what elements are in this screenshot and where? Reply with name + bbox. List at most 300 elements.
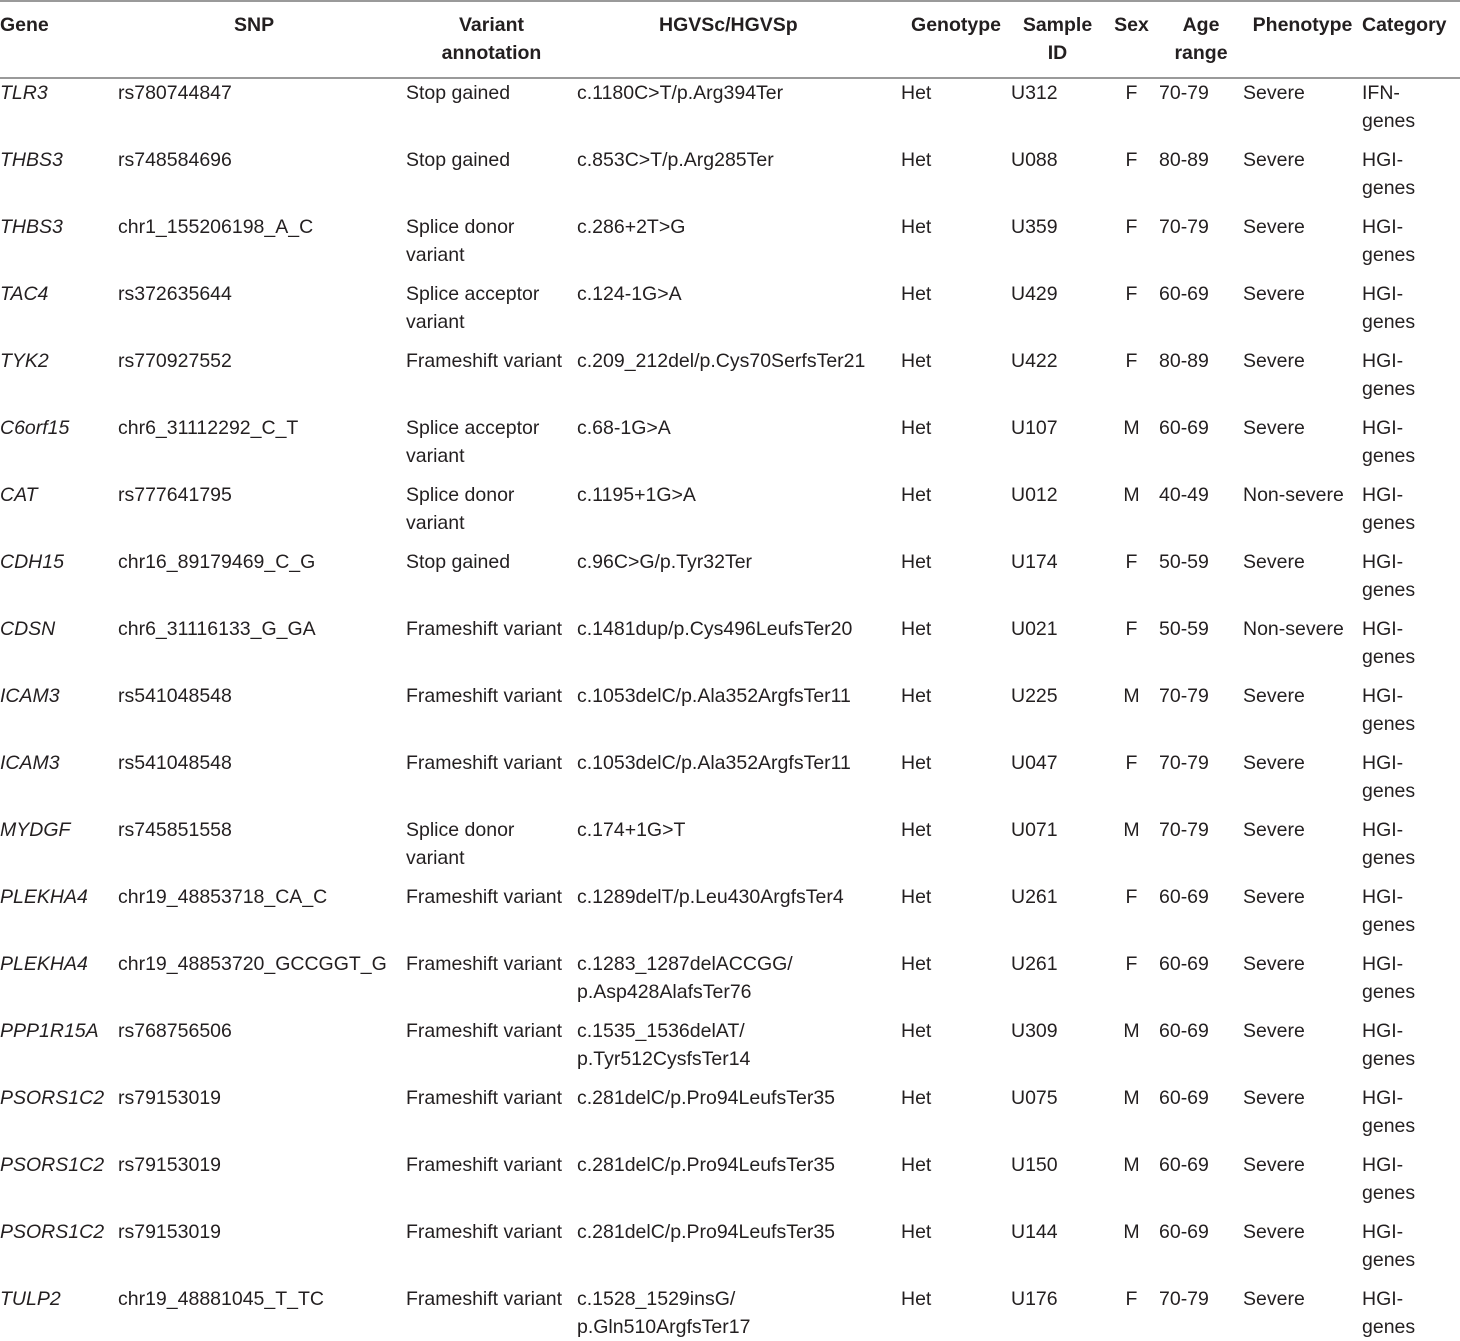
cell-category-text-line1: HGI- xyxy=(1362,283,1404,305)
cell-genotype xyxy=(901,805,1011,872)
cell-category-text-line2: genes xyxy=(1362,645,1416,668)
cell-sample-id xyxy=(1011,939,1104,1006)
cell-sample-id xyxy=(1011,403,1104,470)
cell-age-range xyxy=(1159,202,1243,269)
cell-gene-text: PPP1R15A xyxy=(0,1020,99,1042)
header-age-range xyxy=(1159,0,1243,67)
cell-variant-annotation xyxy=(406,269,577,336)
cell-sex xyxy=(1104,269,1159,336)
cell-hgvs-text-line1: c.281delC/p.Pro94LeufsTer35 xyxy=(577,1087,836,1109)
cell-gene xyxy=(0,671,118,738)
cell-sex xyxy=(1104,403,1159,470)
cell-genotype-text: Het xyxy=(901,1288,932,1310)
cell-variant-annotation-text-line1: Frameshift variant xyxy=(406,685,563,707)
cell-category-text-line2: genes xyxy=(1362,444,1416,467)
cell-age-range-text: 70-79 xyxy=(1159,82,1209,104)
table-row xyxy=(0,671,1460,738)
cell-sex-text: M xyxy=(1123,1154,1140,1176)
table-row xyxy=(0,269,1460,336)
cell-category-text-line1: HGI- xyxy=(1362,953,1404,975)
cell-genotype xyxy=(901,537,1011,604)
cell-variant-annotation-text-line1: Frameshift variant xyxy=(406,953,563,975)
cell-phenotype xyxy=(1243,872,1362,939)
cell-sex-text: M xyxy=(1123,417,1140,439)
cell-gene-text: TAC4 xyxy=(0,283,49,305)
cell-genotype-text: Het xyxy=(901,618,932,640)
cell-gene-text: PSORS1C2 xyxy=(0,1221,105,1243)
table-row xyxy=(0,1140,1460,1207)
header-genotype: Genotype xyxy=(911,14,1001,36)
cell-genotype xyxy=(901,202,1011,269)
cell-variant-annotation-text-line1: Frameshift variant xyxy=(406,1221,563,1243)
header-variant-line2: annotation xyxy=(441,41,542,64)
cell-sex-text: M xyxy=(1123,1087,1140,1109)
cell-hgvs-text-line1: c.1053delC/p.Ala352ArgfsTer11 xyxy=(577,752,851,774)
cell-category-text-line1: HGI- xyxy=(1362,752,1404,774)
table-row xyxy=(0,1274,1460,1341)
cell-genotype-text: Het xyxy=(901,1087,932,1109)
cell-phenotype xyxy=(1243,1073,1362,1140)
cell-phenotype xyxy=(1243,939,1362,1006)
cell-category xyxy=(1362,470,1460,537)
cell-snp-text: rs770927552 xyxy=(118,350,232,372)
cell-variant-annotation xyxy=(406,1274,577,1341)
cell-sample-id-text: U225 xyxy=(1011,685,1058,707)
table-row xyxy=(0,470,1460,537)
cell-gene xyxy=(0,470,118,537)
cell-genotype xyxy=(901,1006,1011,1073)
cell-category xyxy=(1362,604,1460,671)
table-row xyxy=(0,403,1460,470)
cell-snp-text: rs768756506 xyxy=(118,1020,232,1042)
cell-category-text-line2: genes xyxy=(1362,779,1416,802)
cell-hgvs xyxy=(577,939,901,1006)
cell-hgvs xyxy=(577,1073,901,1140)
cell-sex-text: F xyxy=(1125,216,1138,238)
cell-age-range xyxy=(1159,1274,1243,1341)
cell-age-range xyxy=(1159,1140,1243,1207)
cell-variant-annotation xyxy=(406,1140,577,1207)
cell-hgvs xyxy=(577,1006,901,1073)
cell-sample-id-text: U312 xyxy=(1011,82,1058,104)
cell-gene xyxy=(0,738,118,805)
cell-phenotype-text: Severe xyxy=(1243,417,1305,439)
cell-phenotype-text: Severe xyxy=(1243,1221,1305,1243)
cell-gene xyxy=(0,1274,118,1341)
table-header-rule xyxy=(0,77,1460,79)
cell-category-text-line1: HGI- xyxy=(1362,618,1404,640)
cell-sample-id xyxy=(1011,135,1104,202)
cell-phenotype-text: Severe xyxy=(1243,216,1305,238)
cell-variant-annotation xyxy=(406,738,577,805)
cell-gene-text: TLR3 xyxy=(0,82,48,104)
cell-category-text-line2: genes xyxy=(1362,1248,1416,1271)
cell-variant-annotation xyxy=(406,336,577,403)
cell-sample-id xyxy=(1011,1073,1104,1140)
header-sample-line2: ID xyxy=(1047,41,1068,64)
cell-category-text-line2: genes xyxy=(1362,578,1416,601)
cell-gene xyxy=(0,403,118,470)
cell-snp-text: chr1_155206198_A_C xyxy=(118,216,314,238)
cell-snp xyxy=(118,1006,406,1073)
cell-genotype xyxy=(901,403,1011,470)
cell-variant-annotation-text-line1: Frameshift variant xyxy=(406,1020,563,1042)
cell-snp xyxy=(118,738,406,805)
cell-genotype-text: Het xyxy=(901,1154,932,1176)
cell-sex xyxy=(1104,537,1159,604)
cell-snp xyxy=(118,1207,406,1274)
cell-phenotype xyxy=(1243,1207,1362,1274)
cell-gene-text: TULP2 xyxy=(0,1288,61,1310)
cell-hgvs-text-line2: p.Tyr512CysfsTer14 xyxy=(577,1047,751,1070)
cell-sex-text: F xyxy=(1125,953,1138,975)
cell-hgvs xyxy=(577,470,901,537)
cell-category-text-line2: genes xyxy=(1362,109,1416,132)
cell-sample-id-text: U088 xyxy=(1011,149,1058,171)
cell-age-range xyxy=(1159,269,1243,336)
cell-sample-id-text: U075 xyxy=(1011,1087,1058,1109)
cell-gene xyxy=(0,336,118,403)
cell-age-range xyxy=(1159,872,1243,939)
cell-age-range xyxy=(1159,403,1243,470)
cell-snp xyxy=(118,135,406,202)
cell-category xyxy=(1362,1006,1460,1073)
cell-category xyxy=(1362,403,1460,470)
cell-age-range-text: 60-69 xyxy=(1159,886,1209,908)
cell-age-range-text: 60-69 xyxy=(1159,1087,1209,1109)
cell-hgvs xyxy=(577,1274,901,1341)
cell-hgvs xyxy=(577,671,901,738)
cell-variant-annotation-text-line1: Splice donor xyxy=(406,819,515,841)
cell-sample-id xyxy=(1011,336,1104,403)
cell-variant-annotation-text-line2: variant xyxy=(406,243,465,266)
cell-sex xyxy=(1104,1006,1159,1073)
cell-variant-annotation xyxy=(406,872,577,939)
table-row xyxy=(0,1073,1460,1140)
cell-phenotype xyxy=(1243,403,1362,470)
cell-category-text-line2: genes xyxy=(1362,712,1416,735)
cell-snp xyxy=(118,805,406,872)
cell-genotype-text: Het xyxy=(901,1221,932,1243)
cell-sex xyxy=(1104,135,1159,202)
cell-genotype xyxy=(901,470,1011,537)
cell-age-range xyxy=(1159,470,1243,537)
cell-sample-id xyxy=(1011,269,1104,336)
cell-age-range-text: 60-69 xyxy=(1159,1154,1209,1176)
cell-snp-text: chr19_48853720_GCCGGT_G xyxy=(118,953,387,975)
cell-genotype-text: Het xyxy=(901,819,932,841)
cell-gene xyxy=(0,604,118,671)
cell-variant-annotation xyxy=(406,135,577,202)
cell-variant-annotation-text-line1: Frameshift variant xyxy=(406,1087,563,1109)
cell-category-text-line2: genes xyxy=(1362,310,1416,333)
header-sex: Sex xyxy=(1114,14,1149,36)
cell-sex xyxy=(1104,1073,1159,1140)
cell-gene xyxy=(0,202,118,269)
cell-category-text-line2: genes xyxy=(1362,1181,1416,1204)
cell-sex-text: F xyxy=(1125,82,1138,104)
cell-category-text-line1: HGI- xyxy=(1362,417,1404,439)
cell-phenotype-text: Severe xyxy=(1243,819,1305,841)
cell-variant-annotation xyxy=(406,403,577,470)
cell-hgvs-text-line1: c.1528_1529insG/ xyxy=(577,1288,736,1310)
cell-variant-annotation-text-line1: Stop gained xyxy=(406,82,511,104)
cell-sample-id-text: U176 xyxy=(1011,1288,1058,1310)
cell-age-range xyxy=(1159,537,1243,604)
cell-sample-id-text: U107 xyxy=(1011,417,1058,439)
cell-hgvs xyxy=(577,805,901,872)
cell-phenotype xyxy=(1243,1140,1362,1207)
cell-hgvs xyxy=(577,1140,901,1207)
cell-phenotype xyxy=(1243,537,1362,604)
cell-genotype xyxy=(901,1274,1011,1341)
cell-hgvs-text-line1: c.1053delC/p.Ala352ArgfsTer11 xyxy=(577,685,851,707)
cell-snp-text: rs745851558 xyxy=(118,819,232,841)
cell-category-text-line2: genes xyxy=(1362,980,1416,1003)
cell-sample-id-text: U261 xyxy=(1011,886,1058,908)
cell-snp-text: chr6_31112292_C_T xyxy=(118,417,299,439)
table-top-rule xyxy=(0,0,1460,2)
cell-genotype-text: Het xyxy=(901,1020,932,1042)
cell-variant-annotation-text-line1: Frameshift variant xyxy=(406,886,563,908)
cell-snp xyxy=(118,470,406,537)
cell-age-range-text: 70-79 xyxy=(1159,752,1209,774)
cell-sex-text: M xyxy=(1123,1221,1140,1243)
cell-age-range xyxy=(1159,336,1243,403)
cell-phenotype-text: Non-severe xyxy=(1243,618,1344,640)
cell-snp xyxy=(118,604,406,671)
cell-sample-id-text: U174 xyxy=(1011,551,1058,573)
cell-phenotype-text: Severe xyxy=(1243,350,1305,372)
cell-category-text-line1: HGI- xyxy=(1362,1221,1404,1243)
table-row xyxy=(0,202,1460,269)
cell-gene-text: MYDGF xyxy=(0,819,71,841)
cell-sex-text: F xyxy=(1125,752,1138,774)
cell-snp-text: rs780744847 xyxy=(118,82,232,104)
cell-gene-text: CAT xyxy=(0,484,38,506)
cell-snp xyxy=(118,671,406,738)
cell-sex xyxy=(1104,939,1159,1006)
cell-category-text-line2: genes xyxy=(1362,1047,1416,1070)
cell-hgvs-text-line2: p.Gln510ArgfsTer17 xyxy=(577,1315,751,1338)
cell-phenotype xyxy=(1243,470,1362,537)
cell-snp-text: rs79153019 xyxy=(118,1221,222,1243)
cell-snp xyxy=(118,403,406,470)
cell-genotype-text: Het xyxy=(901,149,932,171)
cell-age-range xyxy=(1159,805,1243,872)
cell-age-range-text: 70-79 xyxy=(1159,685,1209,707)
cell-phenotype-text: Severe xyxy=(1243,752,1305,774)
cell-variant-annotation-text-line1: Splice acceptor xyxy=(406,283,540,305)
cell-sample-id-text: U144 xyxy=(1011,1221,1058,1243)
cell-age-range-text: 50-59 xyxy=(1159,551,1209,573)
cell-age-range-text: 70-79 xyxy=(1159,216,1209,238)
cell-snp-text: chr19_48853718_CA_C xyxy=(118,886,328,908)
cell-hgvs-text-line1: c.1481dup/p.Cys496LeufsTer20 xyxy=(577,618,853,640)
header-row xyxy=(0,0,1460,67)
cell-age-range-text: 80-89 xyxy=(1159,350,1209,372)
cell-gene-text: PLEKHA4 xyxy=(0,953,88,975)
cell-genotype-text: Het xyxy=(901,752,932,774)
cell-hgvs-text-line1: c.68-1G>A xyxy=(577,417,671,439)
cell-phenotype xyxy=(1243,671,1362,738)
cell-hgvs-text-line1: c.1289delT/p.Leu430ArgfsTer4 xyxy=(577,886,844,908)
cell-category-text-line2: genes xyxy=(1362,1315,1416,1338)
cell-genotype-text: Het xyxy=(901,685,932,707)
cell-phenotype-text: Severe xyxy=(1243,685,1305,707)
cell-gene-text: ICAM3 xyxy=(0,752,60,774)
cell-sex-text: F xyxy=(1125,618,1138,640)
cell-hgvs-text-line2: p.Asp428AlafsTer76 xyxy=(577,980,752,1003)
cell-gene xyxy=(0,1140,118,1207)
cell-sample-id xyxy=(1011,805,1104,872)
cell-variant-annotation xyxy=(406,805,577,872)
cell-category-text-line2: genes xyxy=(1362,913,1416,936)
cell-age-range xyxy=(1159,671,1243,738)
table-row xyxy=(0,805,1460,872)
cell-hgvs xyxy=(577,738,901,805)
cell-phenotype-text: Severe xyxy=(1243,886,1305,908)
cell-variant-annotation-text-line1: Frameshift variant xyxy=(406,1154,563,1176)
cell-variant-annotation-text-line1: Splice acceptor xyxy=(406,417,540,439)
cell-sex xyxy=(1104,671,1159,738)
cell-age-range xyxy=(1159,1207,1243,1274)
cell-sample-id xyxy=(1011,671,1104,738)
cell-sample-id-text: U150 xyxy=(1011,1154,1058,1176)
cell-sample-id xyxy=(1011,470,1104,537)
cell-genotype xyxy=(901,1140,1011,1207)
table-row xyxy=(0,336,1460,403)
cell-sample-id-text: U309 xyxy=(1011,1020,1058,1042)
cell-category xyxy=(1362,1207,1460,1274)
cell-sample-id xyxy=(1011,604,1104,671)
cell-sex-text: M xyxy=(1123,819,1140,841)
cell-hgvs xyxy=(577,135,901,202)
cell-gene-text: THBS3 xyxy=(0,216,63,238)
cell-snp-text: rs79153019 xyxy=(118,1154,222,1176)
cell-variant-annotation-text-line1: Stop gained xyxy=(406,149,511,171)
cell-sample-id xyxy=(1011,537,1104,604)
cell-sex xyxy=(1104,805,1159,872)
cell-category-text-line1: HGI- xyxy=(1362,216,1404,238)
cell-hgvs xyxy=(577,403,901,470)
cell-category-text-line1: HGI- xyxy=(1362,886,1404,908)
cell-snp xyxy=(118,269,406,336)
cell-category xyxy=(1362,1073,1460,1140)
cell-genotype xyxy=(901,738,1011,805)
cell-hgvs-text-line1: c.1283_1287delACCGG/ xyxy=(577,953,793,975)
cell-sex xyxy=(1104,336,1159,403)
cell-phenotype xyxy=(1243,805,1362,872)
cell-variant-annotation-text-line1: Splice donor xyxy=(406,484,515,506)
cell-variant-annotation xyxy=(406,470,577,537)
cell-gene-text: PSORS1C2 xyxy=(0,1154,105,1176)
cell-phenotype xyxy=(1243,336,1362,403)
cell-variant-annotation-text-line1: Frameshift variant xyxy=(406,618,563,640)
cell-sex xyxy=(1104,738,1159,805)
cell-sex xyxy=(1104,1274,1159,1341)
cell-age-range xyxy=(1159,738,1243,805)
cell-phenotype xyxy=(1243,604,1362,671)
cell-snp xyxy=(118,872,406,939)
cell-phenotype xyxy=(1243,738,1362,805)
cell-category xyxy=(1362,1140,1460,1207)
cell-age-range xyxy=(1159,939,1243,1006)
cell-category-text-line1: HGI- xyxy=(1362,819,1404,841)
cell-category xyxy=(1362,805,1460,872)
cell-age-range xyxy=(1159,135,1243,202)
cell-gene-text: C6orf15 xyxy=(0,417,70,439)
cell-category xyxy=(1362,537,1460,604)
cell-phenotype-text: Severe xyxy=(1243,283,1305,305)
cell-sex-text: F xyxy=(1125,149,1138,171)
cell-phenotype-text: Severe xyxy=(1243,1154,1305,1176)
cell-variant-annotation-text-line1: Frameshift variant xyxy=(406,1288,563,1310)
cell-sample-id-text: U422 xyxy=(1011,350,1058,372)
cell-variant-annotation-text-line2: variant xyxy=(406,511,465,534)
cell-category xyxy=(1362,269,1460,336)
cell-age-range-text: 60-69 xyxy=(1159,1020,1209,1042)
cell-variant-annotation-text-line2: variant xyxy=(406,444,465,467)
cell-phenotype xyxy=(1243,269,1362,336)
cell-category-text-line2: genes xyxy=(1362,377,1416,400)
cell-gene xyxy=(0,269,118,336)
table-row xyxy=(0,135,1460,202)
cell-hgvs-text-line1: c.124-1G>A xyxy=(577,283,682,305)
cell-variant-annotation xyxy=(406,1073,577,1140)
cell-hgvs-text-line1: c.96C>G/p.Tyr32Ter xyxy=(577,551,753,573)
cell-phenotype xyxy=(1243,135,1362,202)
header-sample-line1: Sample xyxy=(1022,14,1093,36)
cell-category-text-line1: HGI- xyxy=(1362,350,1404,372)
header-gene: Gene xyxy=(0,14,49,36)
cell-snp xyxy=(118,1140,406,1207)
cell-sex-text: F xyxy=(1125,283,1138,305)
cell-genotype-text: Het xyxy=(901,551,932,573)
cell-genotype xyxy=(901,1207,1011,1274)
cell-genotype xyxy=(901,336,1011,403)
cell-sample-id-text: U071 xyxy=(1011,819,1058,841)
cell-age-range-text: 50-59 xyxy=(1159,618,1209,640)
cell-hgvs-text-line1: c.1180C>T/p.Arg394Ter xyxy=(577,82,784,104)
cell-gene-text: PLEKHA4 xyxy=(0,886,88,908)
cell-hgvs xyxy=(577,872,901,939)
table-body xyxy=(0,67,1460,1341)
header-variant-annotation xyxy=(406,0,577,67)
cell-category-text-line1: HGI- xyxy=(1362,1288,1404,1310)
cell-sex-text: F xyxy=(1125,886,1138,908)
cell-genotype-text: Het xyxy=(901,484,932,506)
cell-variant-annotation xyxy=(406,1207,577,1274)
cell-sex-text: M xyxy=(1123,685,1140,707)
cell-snp xyxy=(118,336,406,403)
cell-category-text-line1: HGI- xyxy=(1362,149,1404,171)
cell-snp-text: chr19_48881045_T_TC xyxy=(118,1288,324,1310)
cell-genotype-text: Het xyxy=(901,82,932,104)
cell-sex-text: M xyxy=(1123,484,1140,506)
cell-snp-text: rs777641795 xyxy=(118,484,232,506)
cell-category-text-line1: HGI- xyxy=(1362,685,1404,707)
cell-category-text-line1: HGI- xyxy=(1362,1087,1404,1109)
cell-sample-id-text: U012 xyxy=(1011,484,1058,506)
cell-age-range-text: 80-89 xyxy=(1159,149,1209,171)
cell-genotype-text: Het xyxy=(901,216,932,238)
cell-phenotype-text: Non-severe xyxy=(1243,484,1344,506)
table-row xyxy=(0,872,1460,939)
cell-category-text-line1: HGI- xyxy=(1362,484,1404,506)
cell-sex-text: F xyxy=(1125,1288,1138,1310)
cell-sample-id-text: U021 xyxy=(1011,618,1058,640)
